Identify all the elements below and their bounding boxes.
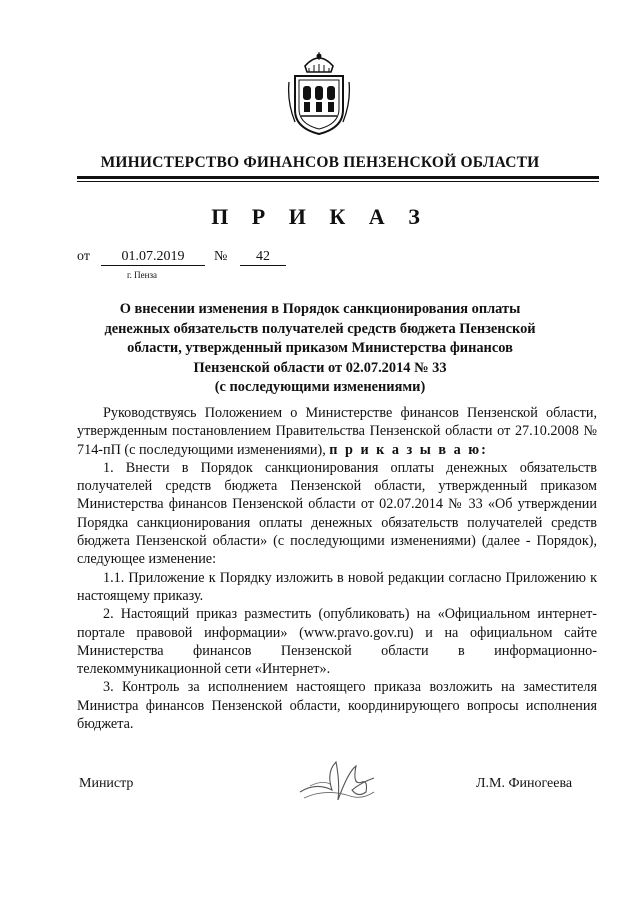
handwritten-signature [296,752,378,808]
date-label: от [77,249,90,264]
title-line: (с последующими изменениями) [214,379,426,395]
header-rule-thin [77,181,599,182]
header-rule-thick [77,176,599,179]
title-line: области, утвержденный приказом Министерства финансов [127,340,513,356]
city-label: г. Пенза [127,270,158,280]
paragraph-item-2: 2. Настоящий приказ разместить (опубликовать) на «Официальном интернет-портале правовой информации» (www.pravo.gov.ru) и на официальном сайте Министерства финансов Пензенской области в информационно-телекоммуникационной сети «Интернет». [77,606,597,678]
signatory-position: Министр [79,776,134,791]
paragraph-item-1-1: 1.1. Приложение к Порядку изложить в новой редакции согласно Приложению к настоящему приказу. [77,569,597,604]
order-word: п р и к а з ы в а ю: [329,441,488,458]
document-body [77,404,597,733]
paragraph-item-3: 3. Контроль за исполнением настоящего приказа возложить на заместителя Министра финансов Пензенской области, координирующего вопросы исполнения бюджета. [77,679,597,733]
document-number: 42 [240,249,286,266]
document-type: П Р И К А З [211,204,429,229]
title-line: Пензенской области от 02.07.2014 № 33 [193,359,447,376]
coat-of-arms-icon [287,52,351,136]
title-line: О внесении изменения в Порядок санкционирования оплаты [119,301,521,317]
preamble-text: Руководствуясь Положением о Министерстве финансов Пензенской области, утвержденным постановлением Правительства Пензенской области от 27.10.2008 № 714-пП (с последующими изменениями), [77,405,597,458]
signatory-name: Л.М. Финогеева [476,776,573,791]
number-label: № [214,249,228,264]
title-line: денежных обязательств получателей средств бюджета Пензенской [104,320,536,337]
ministry-name: МИНИСТЕРСТВО ФИНАНСОВ ПЕНЗЕНСКОЙ ОБЛАСТИ [100,154,540,171]
paragraph-item-1: 1. Внести в Порядок санкционирования оплаты денежных обязательств получателей средств бюджета Пензенской области, утвержденный приказом Министерства финансов Пензенской области от 02.07.2014 № 33 «Об утверждении Порядка санкционирования оплаты денежных обязательств получателей средств бюджета Пензенской области» (с последующими изменениями) (далее - Порядок), следующее изменение: [77,459,597,568]
document-date: 01.07.2019 [101,249,205,266]
paragraph-preamble [77,404,597,459]
document-title [90,300,550,398]
